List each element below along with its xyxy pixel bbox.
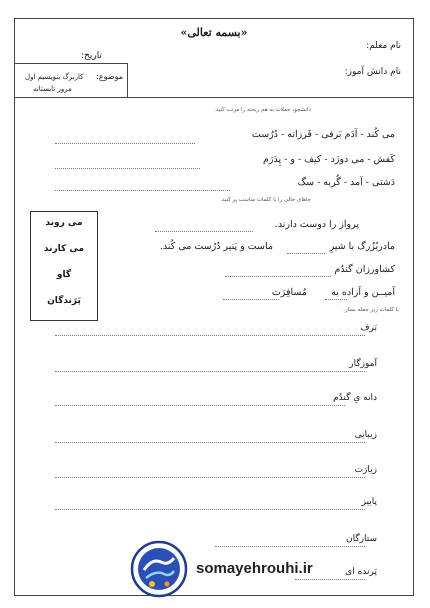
- section3-instruction: با کلمات زیر جمله بساز.: [343, 307, 399, 313]
- section1-instruction: دانشجو، جملات به هم ریخته را مرتب کنید.: [214, 107, 311, 113]
- fill-sentence-2a: مادربُزُرگ با شیرِ: [329, 241, 395, 252]
- sentence-line[interactable]: [55, 335, 365, 336]
- fill-blank-4a[interactable]: [325, 299, 347, 300]
- header-title: «بسمه تعالی»: [180, 26, 248, 39]
- site-url: somayehrouhi.ir: [196, 560, 313, 577]
- word-bank-item: پَرَندگان: [47, 296, 81, 306]
- subject-box: [15, 63, 128, 98]
- word-bank-item: می روند: [45, 218, 83, 228]
- make-sentence-word: زیارَت: [354, 465, 377, 475]
- sentence-line[interactable]: [55, 477, 365, 478]
- fill-sentence-3: کشاورزان گندُم: [334, 264, 395, 275]
- subject-value-line1: کاربرگ بنویسیم اول: [25, 73, 84, 81]
- teacher-name-label: نام معلم:: [366, 41, 401, 51]
- worksheet-header: [15, 19, 413, 98]
- date-label: تاریخ:: [81, 51, 102, 61]
- answer-line-3[interactable]: [55, 190, 230, 191]
- scrambled-sentence-1: می کُند - آدَم بَرفی - فَرزانه - دُرُست: [251, 129, 395, 140]
- sentence-line[interactable]: [55, 371, 365, 372]
- scrambled-sentence-2: کَفش - می دوزَد - کیف - و - پِدَرَم: [262, 154, 395, 165]
- make-sentence-word: آموزگار: [349, 359, 377, 369]
- word-bank-item: گاو: [56, 270, 72, 280]
- sentence-line[interactable]: [55, 509, 365, 510]
- make-sentence-word: بَرف: [360, 323, 377, 333]
- fill-blank-1[interactable]: [155, 231, 253, 232]
- worksheet-frame: [14, 18, 414, 596]
- make-sentence-word: ستارگان: [346, 534, 377, 544]
- make-sentence-word: پَرنده ای: [345, 567, 377, 577]
- word-bank-item: می کارند: [43, 244, 85, 254]
- subject-label: موضوع:: [96, 72, 123, 81]
- answer-line-1[interactable]: [55, 143, 195, 144]
- fill-blank-3[interactable]: [225, 276, 331, 277]
- sentence-line[interactable]: [295, 579, 365, 580]
- scrambled-sentence-3: دَشتی - آمد - گُربه - سگ: [297, 177, 395, 188]
- site-logo-icon: [130, 540, 188, 598]
- answer-line-2[interactable]: [55, 168, 200, 169]
- fill-blank-4b[interactable]: [223, 299, 279, 300]
- make-sentence-word: دانه یِ گندُم: [333, 393, 377, 403]
- section2-instruction: جاهای خالی را با کلمات مناسب پر کنید.: [220, 197, 311, 203]
- fill-sentence-2b: ماست و پَنیر دُرُست می کُند.: [159, 241, 273, 252]
- fill-sentence-1: پرواز را دوست دارند.: [274, 219, 359, 230]
- sentence-line[interactable]: [215, 546, 365, 547]
- fill-sentence-4b: مُسافِرَت: [271, 287, 307, 298]
- sentence-line[interactable]: [55, 405, 345, 406]
- fill-sentence-4a: آمیــن و آزاده به: [331, 287, 395, 298]
- subject-value-line2: مرور تابستانه: [33, 85, 72, 93]
- make-sentence-word: پاییز: [361, 497, 377, 507]
- make-sentence-word: زیبایی: [354, 430, 377, 440]
- sentence-line[interactable]: [55, 442, 365, 443]
- word-bank-box: [30, 211, 98, 321]
- fill-blank-2[interactable]: [287, 253, 325, 254]
- student-name-label: نام دانش آموز:: [344, 67, 401, 77]
